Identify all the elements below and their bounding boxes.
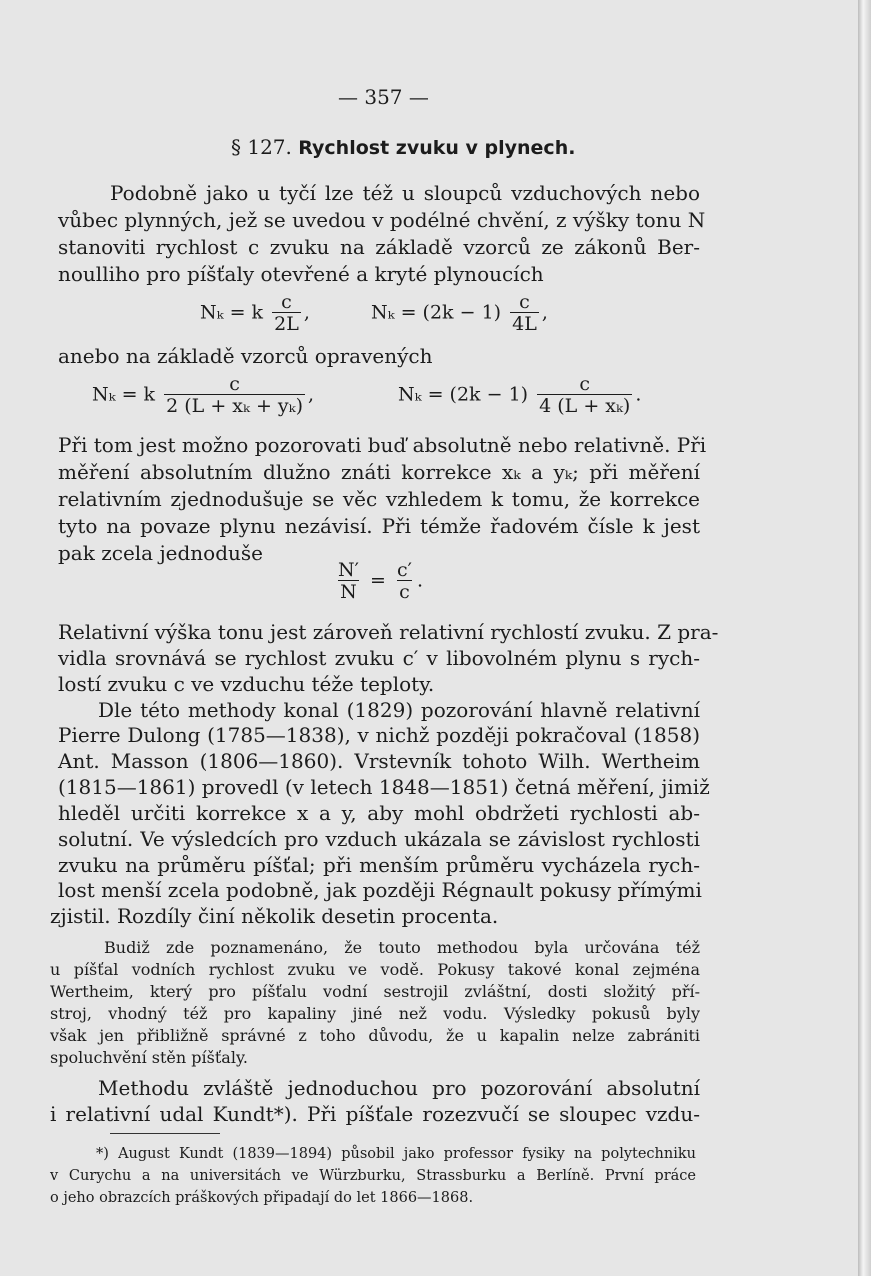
para1-line-2: vůbec plynných, jež se uvedou v podélné chvění, z výšky tonu N: [58, 208, 706, 232]
note-line-6: spoluchvění stěn píšťaly.: [50, 1048, 248, 1067]
note-line-1: Budiž zde poznamenáno, že touto methodou byla určována též: [104, 938, 700, 957]
fraction: [272, 292, 301, 335]
punctuation: ,: [303, 301, 310, 324]
punctuation: ,: [308, 383, 315, 406]
section-title: Rychlost zvuku v plynech.: [298, 137, 576, 159]
para3-line-3: relativním zjednodušuje se věc vzhledem k tomu, že korrekce: [58, 487, 700, 511]
page-edge: [858, 0, 871, 1276]
para5-line-2: Pierre Dulong (1785—1838), v nichž později pokračoval (1858): [58, 723, 700, 747]
footnote-line-1: *) August Kundt (1839—1894) působil jako professor fysiky na polytechniku: [96, 1146, 696, 1162]
footnote-line-3: o jeho obrazcích práškových připadají do let 1866—1868.: [50, 1190, 474, 1206]
denominator: 4L: [512, 313, 537, 335]
formula-lhs: Nₖ = k: [92, 383, 156, 406]
formula-lhs: Nₖ = k: [200, 301, 264, 324]
numerator: c: [229, 373, 240, 395]
note-line-3: Wertheim, který pro píšťalu vodní sestrojil zvláštní, dosti složitý pří-: [50, 982, 700, 1001]
para5-line-3: Ant. Masson (1806—1860). Vrstevník tohoto Wilh. Wertheim: [58, 749, 700, 773]
para6-line-2: i relativní udal Kundt*). Při píšťale rozezvučí se sloupec vzdu-: [50, 1102, 700, 1126]
denominator: 2 (L + xₖ + yₖ): [166, 395, 304, 417]
para1-line-1: Podobně jako u tyčí lze též u sloupců vzduchových nebo: [110, 181, 700, 205]
note-line-5: však jen přibližně správné z toho důvodu, že u kapalin nelze zabrániti: [50, 1026, 700, 1045]
numerator: N′: [338, 559, 359, 581]
footnote-divider: [110, 1133, 220, 1134]
para5-line-6: solutní. Ve výsledcích pro vzduch ukázala se závislost rychlosti: [58, 827, 700, 851]
denominator: 2L: [274, 313, 299, 335]
punctuation: .: [635, 383, 642, 406]
note-line-4: stroj, vhodný též pro kapaliny jiné než vodu. Výsledky pokusů byly: [50, 1004, 700, 1023]
denominator: 4 (L + xₖ): [539, 395, 631, 417]
section-heading: [231, 134, 575, 161]
denominator: N: [340, 581, 357, 603]
fraction: [510, 292, 539, 335]
para5-line-5: hleděl určiti korrekce x a y, aby mohl obdržeti rychlosti ab-: [58, 801, 700, 825]
para4-line-1: Relativní výška tonu jest zároveň relativní rychlostí zvuku. Z pra-: [58, 620, 719, 644]
formula-ratio: [333, 560, 423, 603]
formula-lhs: Nₖ = (2k − 1): [398, 383, 529, 406]
formula-corrected-open: [92, 374, 314, 417]
equals-sign: =: [370, 569, 386, 592]
para3-line-2: měření absolutním dlužno znáti korrekce xₖ a yₖ; při měření: [58, 460, 700, 484]
punctuation: .: [416, 569, 423, 592]
numerator: c: [281, 291, 292, 313]
note-line-2: u píšťal vodních rychlost zvuku ve vodě. Pokusy takové konal zejména: [50, 960, 700, 979]
fraction: [537, 374, 632, 417]
fraction: [395, 560, 414, 603]
fraction: [336, 560, 361, 603]
para3-line-5: pak zcela jednoduše: [58, 541, 263, 565]
para5-line-7: zvuku na průměru píšťal; při menším průměru vycházela rych-: [58, 853, 700, 877]
para1-line-3: stanoviti rychlost c zvuku na základě vzorců ze zákonů Ber-: [58, 235, 700, 259]
para5-line-8: lost menší zcela podobně, jak později Régnault pokusy přímými: [58, 878, 702, 902]
para5-line-9: zjistil. Rozdíly činí několik desetin procenta.: [50, 904, 499, 928]
numerator: c: [579, 373, 591, 395]
para4-line-2: vidla srovnává se rychlost zvuku c′ v libovolném plynu s rych-: [58, 646, 700, 670]
fraction: [164, 374, 305, 417]
para5-line-1: Dle této methody konal (1829) pozorování hlavně relativní: [98, 698, 700, 722]
numerator: c: [519, 291, 530, 313]
para4-line-3: lostí zvuku c ve vzduchu téže teploty.: [58, 672, 435, 696]
formula-open-pipe: [200, 292, 310, 335]
footnote-line-2: v Curychu a na universitách ve Würzburku, Strassburku a Berlíně. První práce: [50, 1168, 696, 1184]
denominator: c: [399, 581, 410, 603]
para2: anebo na základě vzorců opravených: [58, 344, 433, 368]
page-number: — 357 —: [338, 85, 429, 109]
numerator: c′: [396, 559, 412, 581]
para1-line-4: noulliho pro píšťaly otevřené a kryté plynoucích: [58, 262, 544, 286]
punctuation: ,: [541, 301, 548, 324]
section-symbol: § 127.: [231, 135, 292, 159]
para3-line-4: tyto na povaze plynu nezávisí. Při témže řadovém čísle k jest: [58, 514, 700, 538]
para5-line-4: (1815—1861) provedl (v letech 1848—1851) četná měření, jimiž: [58, 775, 710, 799]
formula-closed-pipe: [371, 292, 548, 335]
formula-corrected-closed: [398, 374, 641, 417]
formula-lhs: Nₖ = (2k − 1): [371, 301, 502, 324]
para6-line-1: Methodu zvláště jednoduchou pro pozorování absolutní: [98, 1076, 700, 1100]
para3-line-1: Při tom jest možno pozorovati buď absolutně nebo relativně. Při: [58, 433, 707, 457]
